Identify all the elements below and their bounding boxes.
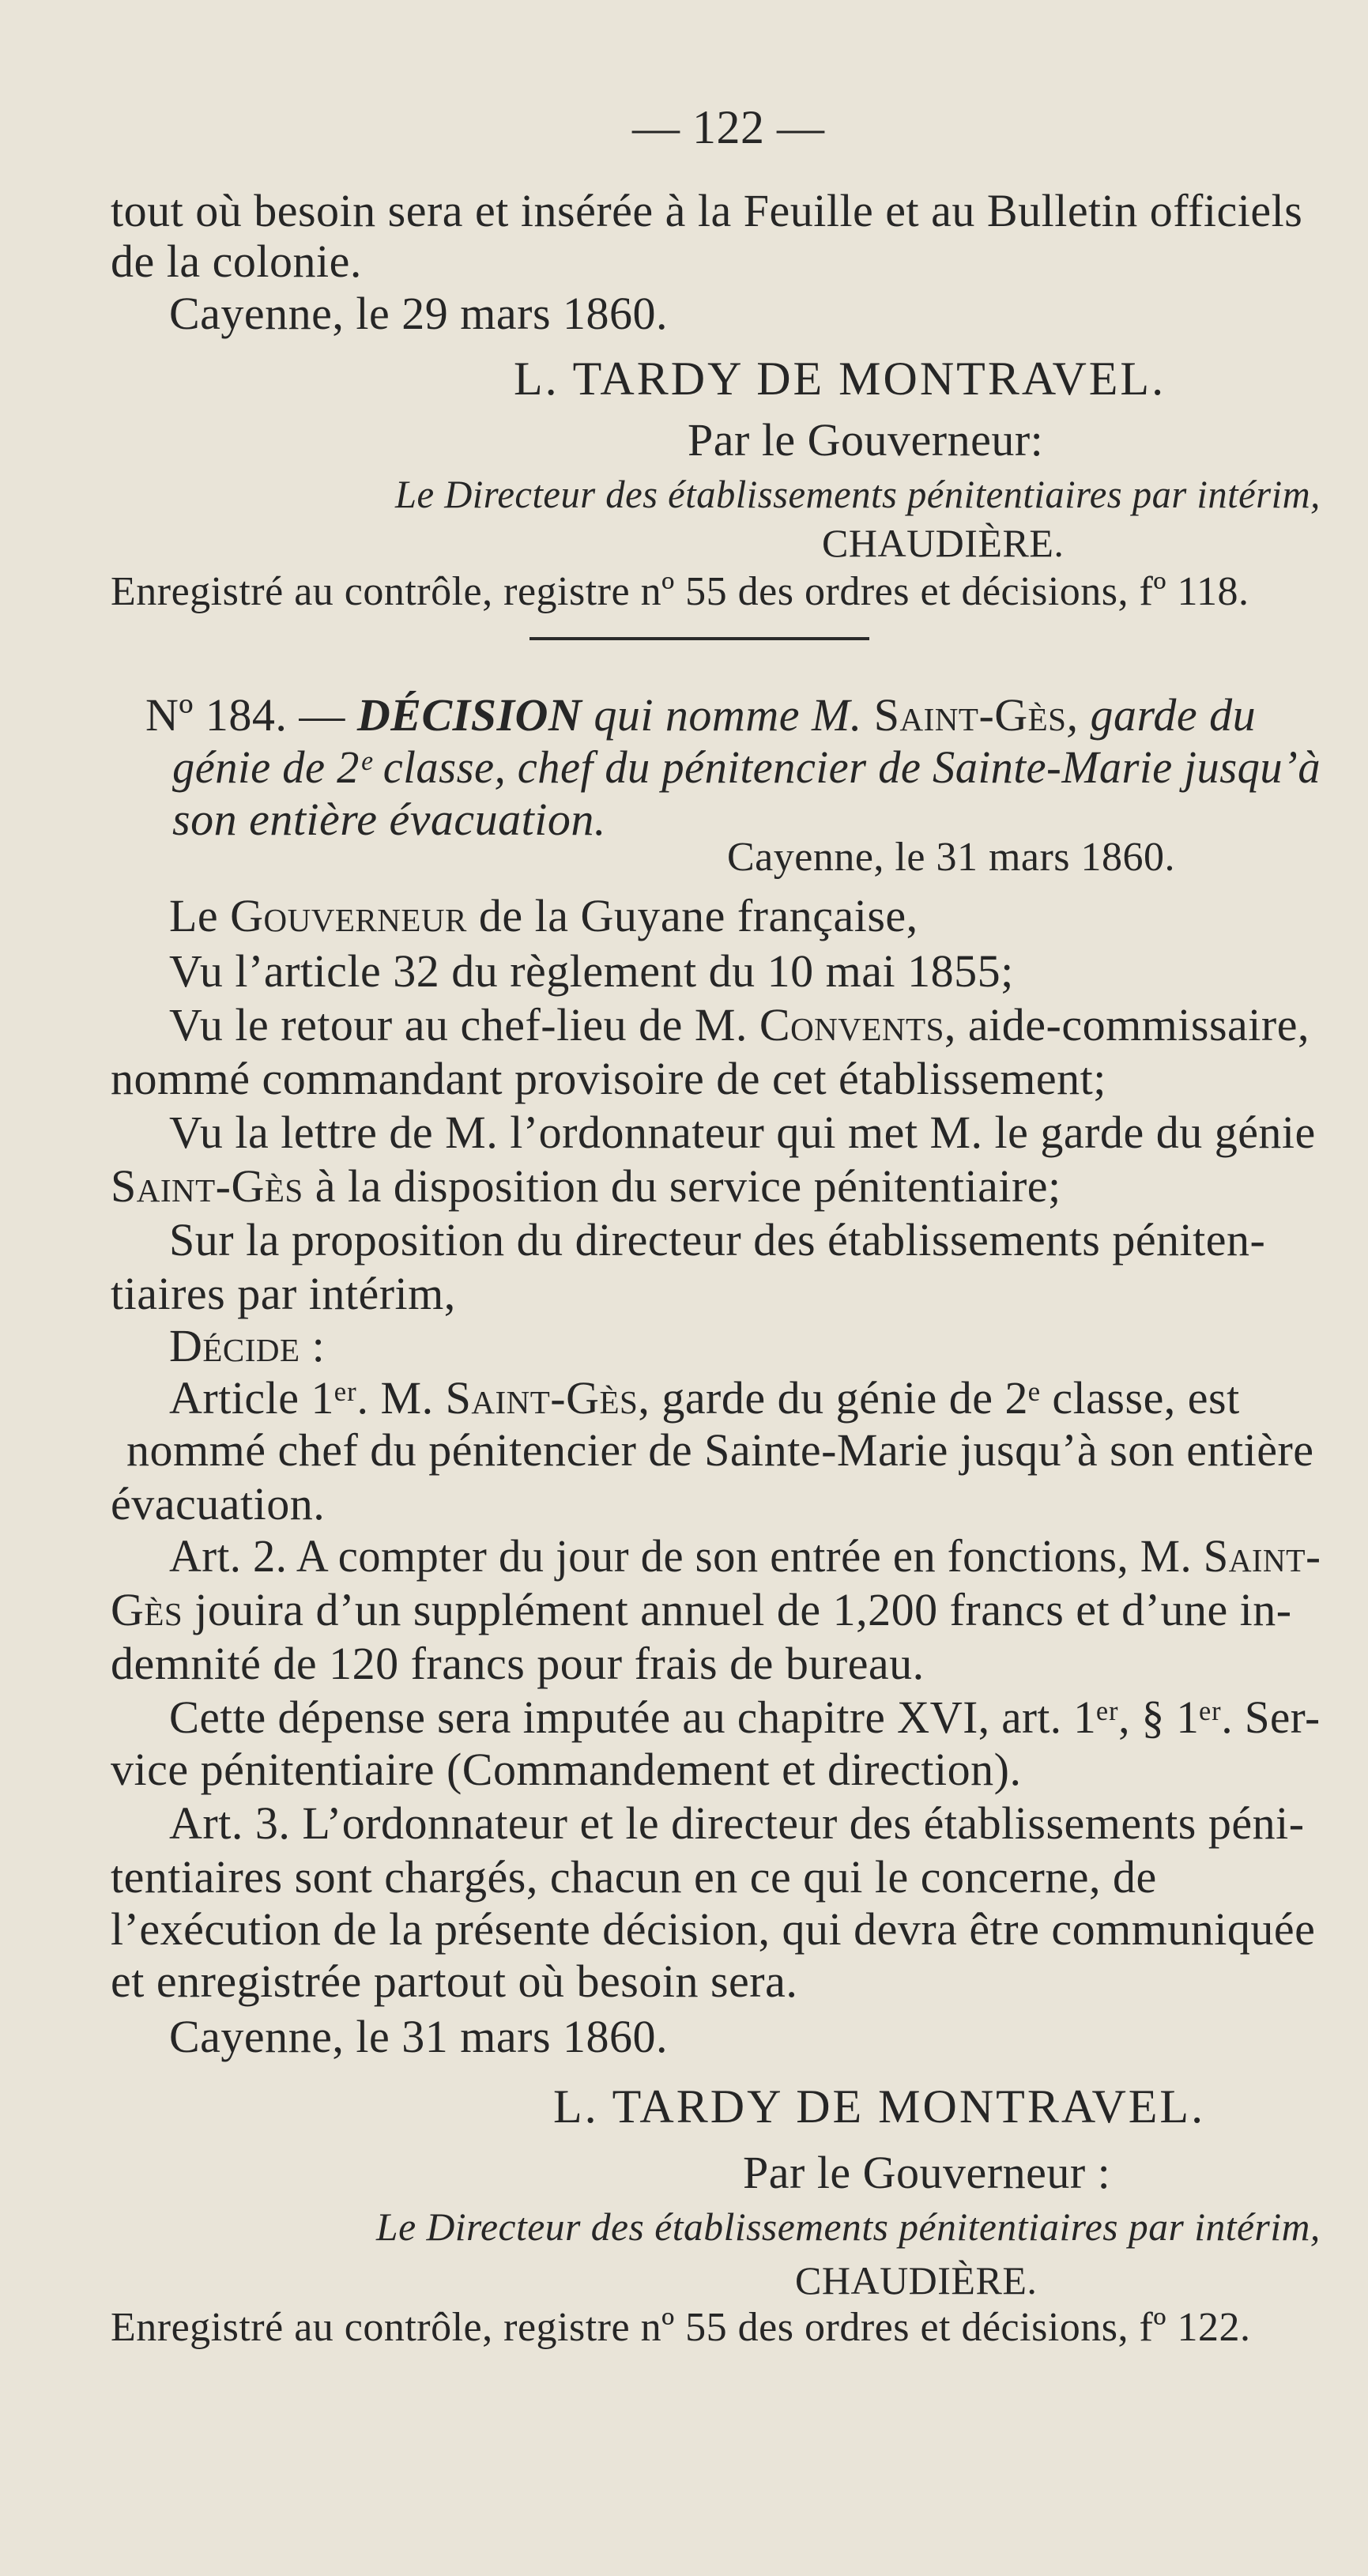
saint-ges-name-2: Saint-Gès xyxy=(445,1372,639,1424)
decision-heading-line-2: génie de 2ᵉ classe, chef du pénitencier de Sainte-Marie jusqu’à xyxy=(172,741,1321,793)
body-line-12: évacuation. xyxy=(111,1478,326,1529)
body-line-7: Sur la proposition du directeur des établissements péniten- xyxy=(169,1214,1266,1265)
body-line-14 xyxy=(111,1584,1292,1636)
body-line-1-b: de la Guyane française, xyxy=(466,890,918,941)
body-line-4: nommé commandant provisoire de cet établissement; xyxy=(111,1053,1106,1104)
decision-number: Nº 184. — xyxy=(145,689,357,741)
body-line-3 xyxy=(169,999,1310,1051)
decide-label: Décide xyxy=(169,1320,300,1371)
saint-ges-name-1: Saint-Gès xyxy=(111,1160,303,1212)
body-line-21: et enregistrée partout où besoin sera. xyxy=(111,1956,798,2007)
preceding-director-name: CHAUDIÈRE. xyxy=(822,521,1065,565)
closing-director-title: Le Directeur des établissements pénitentiaires par intérim, xyxy=(376,2204,1321,2249)
body-line-9 xyxy=(169,1320,325,1372)
preceding-by-governor: Par le Gouverneur: xyxy=(688,414,1044,466)
body-line-10-b: , garde du génie de 2ᵉ classe, est xyxy=(638,1372,1240,1424)
body-line-1-a: Le xyxy=(169,890,231,941)
body-line-1 xyxy=(169,890,918,942)
preceding-line-2: de la colonie. xyxy=(111,236,362,287)
body-line-19: tentiaires sont chargés, chacun en ce qui le concerne, de xyxy=(111,1851,1157,1903)
body-line-18: Art. 3. L’ordonnateur et le directeur des établissements péni- xyxy=(169,1797,1305,1849)
body-line-3-b: , aide-commissaire, xyxy=(944,999,1310,1050)
preceding-signatory: L. TARDY DE MONTRAVEL. xyxy=(514,353,1166,405)
page-number: — 122 — xyxy=(632,101,825,153)
body-line-6-b: à la disposition du service pénitentiaire; xyxy=(303,1160,1061,1212)
body-line-10-a: Article 1ᵉʳ. M. xyxy=(169,1372,446,1424)
decision-heading-line-1 xyxy=(145,689,1256,741)
body-line-16: Cette dépense sera imputée au chapitre XVI, art. 1ᵉʳ, § 1ᵉʳ. Ser- xyxy=(169,1692,1321,1743)
decision-title-b: , garde du xyxy=(1066,689,1257,741)
closing-signatory: L. TARDY DE MONTRAVEL. xyxy=(553,2080,1206,2133)
body-line-8: tiaires par intérim, xyxy=(111,1268,456,1319)
body-line-2: Vu l’article 32 du règlement du 10 mai 1855; xyxy=(169,945,1014,997)
body-line-5: Vu la lettre de M. l’ordonnateur qui met M. le garde du génie xyxy=(169,1107,1316,1158)
preceding-line-1: tout où besoin sera et insérée à la Feuille et au Bulletin officiels xyxy=(111,185,1303,236)
decision-date: Cayenne, le 31 mars 1860. xyxy=(727,835,1176,880)
body-line-15: demnité de 120 francs pour frais de bureau. xyxy=(111,1638,925,1689)
preceding-registration: Enregistré au contrôle, registre nº 55 des ordres et décisions, fº 118. xyxy=(111,569,1249,614)
body-line-14-b: jouira d’un supplément annuel de 1,200 francs et d’une in- xyxy=(183,1584,1292,1635)
body-line-20: l’exécution de la présente décision, qui devra être communiquée xyxy=(111,1903,1316,1955)
preceding-date: Cayenne, le 29 mars 1860. xyxy=(169,288,669,339)
body-line-13-a: Art. 2. A compter du jour de son entrée en fonctions, M. xyxy=(169,1530,1204,1582)
body-line-10 xyxy=(169,1372,1240,1424)
body-date: Cayenne, le 31 mars 1860. xyxy=(169,2011,669,2062)
decision-word: DÉCISION xyxy=(356,689,582,741)
closing-director-name: CHAUDIÈRE. xyxy=(795,2258,1038,2303)
body-line-9-b: : xyxy=(300,1320,326,1371)
body-line-11: nommé chef du pénitencier de Sainte-Marie jusqu’à son entière xyxy=(126,1424,1314,1476)
saint-ges-name-3b: Gès xyxy=(111,1584,183,1635)
body-line-13 xyxy=(169,1530,1321,1582)
closing-by-governor: Par le Gouverneur : xyxy=(743,2147,1111,2198)
decision-heading-line-3: son entière évacuation. xyxy=(172,794,606,845)
governor-label: Gouverneur xyxy=(230,890,467,941)
decision-title-a: qui nomme M. xyxy=(582,689,874,741)
convents-name: Convents xyxy=(759,999,944,1050)
saint-ges-name-3a: Saint- xyxy=(1203,1530,1321,1582)
body-line-6 xyxy=(111,1160,1061,1213)
decision-title-name: Saint-Gès xyxy=(873,689,1067,741)
section-divider xyxy=(529,637,869,640)
body-line-17: vice pénitentiaire (Commandement et direction). xyxy=(111,1744,1022,1795)
closing-registration: Enregistré au contrôle, registre nº 55 des ordres et décisions, fº 122. xyxy=(111,2305,1251,2350)
body-line-3-a: Vu le retour au chef-lieu de M. xyxy=(169,999,759,1050)
preceding-director-title: Le Directeur des établissements pénitentiaires par intérim, xyxy=(395,472,1321,516)
